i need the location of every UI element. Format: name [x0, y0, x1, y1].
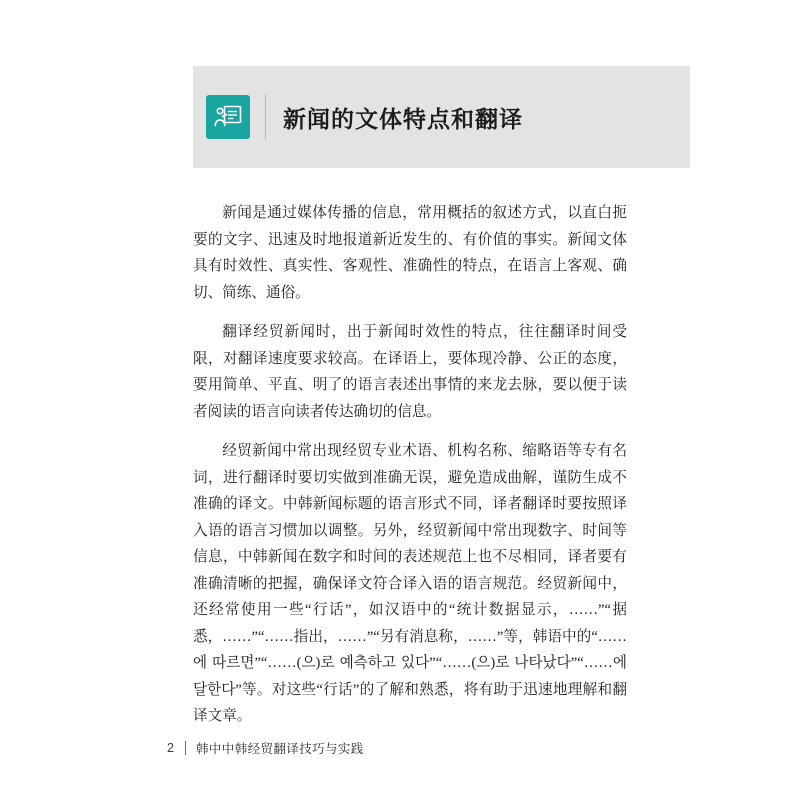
- footer-book-title: 韩中中韩经贸翻译技巧与实践: [196, 742, 364, 756]
- chapter-title: 新闻的文体特点和翻译: [283, 105, 523, 132]
- paragraph: 新闻是通过媒体传播的信息，常用概括的叙述方式，以直白扼要的文字、迅速及时地报道新近发生的、有价值的事实。新闻文体具有时效性、真实性、客观性、准确性的特点，在语言上客观、确切、简练、通俗。: [193, 205, 627, 301]
- paragraph: 经贸新闻中常出现经贸专业术语、机构名称、缩略语等专有名词，进行翻译时要切实做到准确无误，避免造成曲解，谨防生成不准确的译文。中韩新闻标题的语言形式不同，译者翻译时要按照译入语的语言习惯加以调整。另外，经贸新闻中常出现数字、时间等信息，中韩新闻在数字和时间的表述规范上也不尽相同，译者要有准确清晰的把握，确保译文符合译入语的语言规范。经贸新闻中，还经常使用一些“行话”，如汉语中的“统计数据显示，……”“据悉，……”“……指出，……”“另有消息称，……”等，韩语中的“……에 따르면”“……(으)로 예측하고 있다”“……(으)로 나타났다”“……에 달한다”等。对这些“行话”的了解和熟悉，将有助于迅速地理解和翻译文章。: [193, 443, 627, 724]
- person-presenting-board-icon: [206, 95, 250, 139]
- page-number: 2: [167, 741, 174, 755]
- body-content: [193, 200, 627, 743]
- header-divider: [265, 94, 266, 140]
- footer-divider: [185, 741, 186, 755]
- paragraph: 翻译经贸新闻时，出于新闻时效性的特点，往往翻译时间受限，对翻译速度要求较高。在译语上，要体现冷静、公正的态度，要用简单、平直、明了的语言表述出事情的来龙去脉，要以便于读者阅读的语言向读者传达确切的信息。: [193, 324, 627, 420]
- page-footer: [167, 738, 364, 758]
- chapter-header-band: [193, 66, 690, 168]
